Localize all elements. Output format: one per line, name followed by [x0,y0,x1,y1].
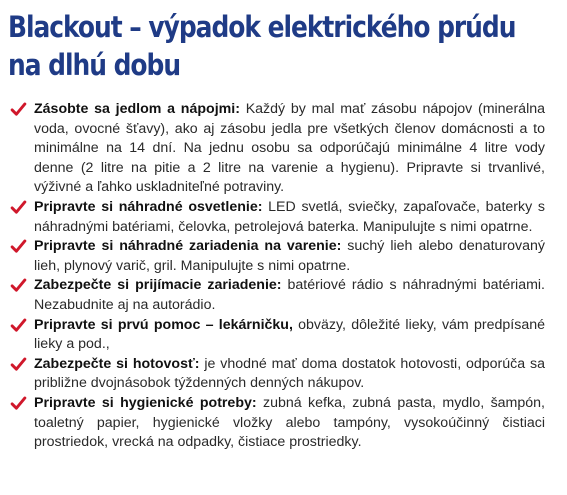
item-text: suchý lieh alebo denaturovaný lieh, plynový varič, gril. Manipulujte s nimi opatrne. [34,238,545,274]
page-title: Blackout – výpadok elektrického prúdu na dlhú dobu [8,10,516,82]
item-text: zubná kefka, zubná pasta, mydlo, šampón, toaletný papier, hygienické vložky alebo tampóny, vysokoúčinný čistiaci prostriedok, vrecká na odpadky, čistiace prostriedky. [34,394,545,451]
item-title: Zabezpečte si prijímacie zariadenie: [34,277,288,294]
item-title: Zásobte sa jedlom a nápojmi: [34,101,246,117]
item-text: Každý by mal mať zásobu nápojov (minerálna voda, ovocné šťavy), ako aj zásobu jedla pre všetkých členov domácnosti a to minimálne na 14 dní. Na jednu osobu sa odporúčajú minimálne 4 litre vody denne (2 litre na pitie a 2 litre na varenie a hygienu). Pripravte si trvanlivé, výživné a ľahko uskladniteľné potraviny. [34,101,545,196]
checklist-item [8,394,545,453]
check-icon [10,199,27,216]
check-icon [10,238,27,255]
item-text: obväzy, dôležité lieky, vám predpísané lieky a pod., [34,316,545,353]
item-title: Pripravte si náhradné osvetlenie: [34,198,269,215]
check-icon [10,101,27,118]
checklist-item [8,276,545,315]
checklist-item [8,198,545,237]
checklist-item [8,100,545,198]
checklist-item [8,355,545,394]
check-icon [10,277,27,294]
checklist-item [8,316,545,355]
checklist-item [8,237,545,276]
item-title: Zabezpečte si hotovosť: [34,355,205,372]
check-icon [10,395,27,412]
item-text: batériové rádio s náhradnými batériami. Nezabudnite aj na autorádio. [34,277,545,313]
item-title: Pripravte si náhradné zariadenia na varenie: [34,238,348,255]
checklist [8,100,545,453]
item-text: je vhodné mať doma dostatok hotovosti, odporúča sa približne dvojnásobok týždenných denných nákupov. [34,355,545,392]
item-title: Pripravte si prvú pomoc – lekárničku, [34,316,299,333]
item-title: Pripravte si hygienické potreby: [34,394,263,411]
check-icon [10,356,27,373]
item-text: LED svetlá, sviečky, zapaľovače, baterky s náhradnými batériami, čelovka, petrolejová baterka. Manipulujte s nimi opatrne. [34,198,545,235]
check-icon [10,317,27,334]
